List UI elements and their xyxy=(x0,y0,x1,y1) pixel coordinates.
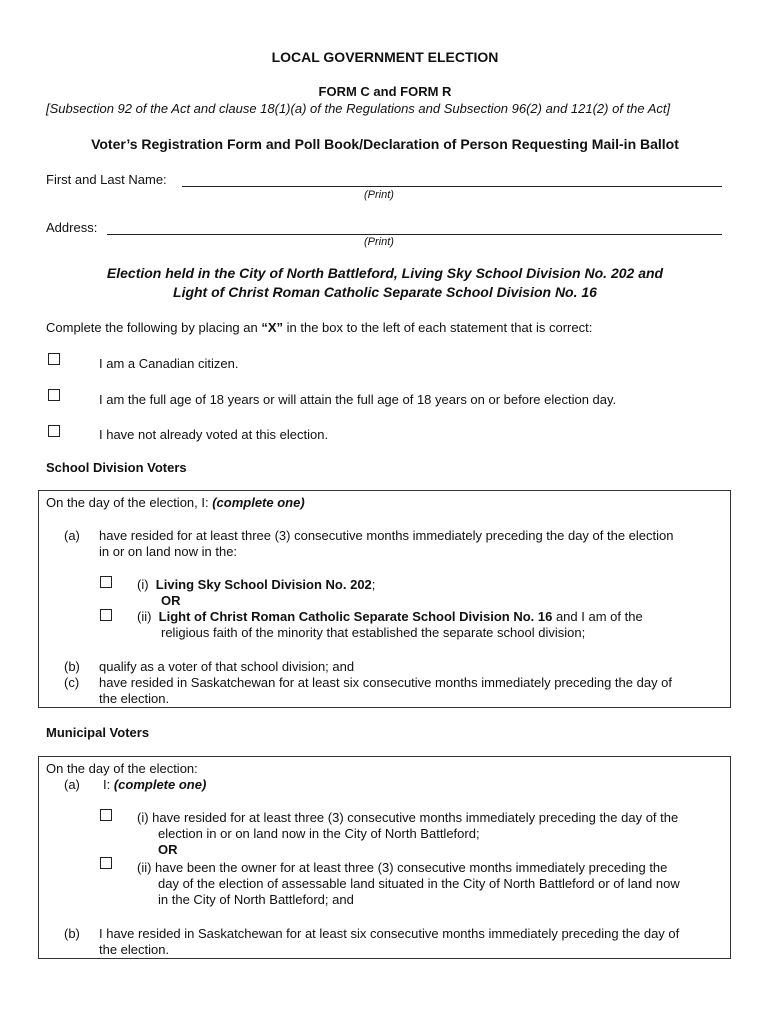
school-option-living-sky xyxy=(137,577,375,592)
municipal-option-owner-line2: day of the election of assessable land situated in the City of North Battleford or of land now xyxy=(158,876,680,891)
municipal-option-owner-line1: (ii) have been the owner for at least three (3) consecutive months immediately preceding the xyxy=(137,860,668,875)
municipal-item-a-label: (a) xyxy=(64,777,80,792)
school-intro-text: On the day of the election, I: xyxy=(46,495,213,510)
instructions-mark: “X” xyxy=(261,320,284,335)
municipal-item-b-line1: I have resided in Saskatchewan for at least six consecutive months immediately preceding the day of xyxy=(99,926,680,941)
option-light-of-christ-number: (ii) xyxy=(137,609,152,624)
address-print-hint: (Print) xyxy=(364,236,394,248)
document-title: LOCAL GOVERNMENT ELECTION xyxy=(271,49,499,65)
school-item-b-text: qualify as a voter of that school division; and xyxy=(99,659,355,674)
address-label: Address: xyxy=(46,220,98,235)
name-input-line[interactable] xyxy=(182,186,722,187)
option-living-sky-number: (i) xyxy=(137,577,149,592)
school-or-separator: OR xyxy=(161,593,181,608)
election-heading-line2: Light of Christ Roman Catholic Separate School Division No. 16 xyxy=(173,284,597,300)
statement-not-voted: I have not already voted at this election. xyxy=(99,427,329,442)
not-voted-checkbox[interactable] xyxy=(48,425,60,437)
municipal-heading: Municipal Voters xyxy=(46,725,150,740)
instructions-before: Complete the following by placing an xyxy=(46,320,262,335)
municipal-item-b-label: (b) xyxy=(64,926,80,941)
living-sky-checkbox[interactable] xyxy=(100,576,112,588)
statement-citizen: I am a Canadian citizen. xyxy=(99,356,239,371)
school-item-a-line2: in or on land now in the: xyxy=(99,544,238,559)
address-input-line[interactable] xyxy=(107,234,722,235)
municipal-option-resided-line2: election in or on land now in the City of North Battleford; xyxy=(158,826,480,841)
school-option-light-of-christ xyxy=(137,609,643,624)
municipal-item-a-text xyxy=(103,777,206,792)
municipal-option-owner-line3: in the City of North Battleford; and xyxy=(158,892,354,907)
instructions-after: in the box to the left of each statement that is correct: xyxy=(283,320,593,335)
school-item-b-label: (b) xyxy=(64,659,80,674)
citizen-checkbox[interactable] xyxy=(48,353,60,365)
instructions xyxy=(46,320,592,335)
school-intro-emphasis: (complete one) xyxy=(212,495,305,510)
municipal-intro: On the day of the election: xyxy=(46,761,198,776)
statement-age: I am the full age of 18 years or will attain the full age of 18 years on or before election day. xyxy=(99,392,617,407)
school-item-c-label: (c) xyxy=(64,675,80,690)
municipal-item-b-line2: the election. xyxy=(99,942,170,957)
municipal-resided-checkbox[interactable] xyxy=(100,809,112,821)
light-of-christ-checkbox[interactable] xyxy=(100,609,112,621)
municipal-owner-checkbox[interactable] xyxy=(100,857,112,869)
municipal-item-a-emphasis: (complete one) xyxy=(113,777,207,792)
municipal-or-separator: OR xyxy=(158,842,178,857)
school-item-c-line1: have resided in Saskatchewan for at least six consecutive months immediately preceding the day of xyxy=(99,675,673,690)
age-checkbox[interactable] xyxy=(48,389,60,401)
municipal-option-resided-line1: (i) have resided for at least three (3) consecutive months immediately preceding the day of the xyxy=(137,810,679,825)
form-subtitle: Voter’s Registration Form and Poll Book/Declaration of Person Requesting Mail-in Ballot xyxy=(91,136,679,152)
name-print-hint: (Print) xyxy=(364,189,394,201)
school-intro xyxy=(46,495,305,510)
subsection-reference: [Subsection 92 of the Act and clause 18(1)(a) of the Regulations and Subsection 96(2) and 121(2) of the Act] xyxy=(46,101,671,116)
option-light-of-christ-tail: and I am of the xyxy=(552,609,643,624)
option-living-sky-name: Living Sky School Division No. 202 xyxy=(155,577,372,592)
school-option-light-of-christ-line2: religious faith of the minority that established the separate school division; xyxy=(161,625,586,640)
election-heading-line1: Election held in the City of North Battleford, Living Sky School Division No. 202 and xyxy=(106,265,664,281)
municipal-item-a-plain: I: xyxy=(103,777,114,792)
option-light-of-christ-name: Light of Christ Roman Catholic Separate School Division No. 16 xyxy=(158,609,553,624)
form-title: FORM C and FORM R xyxy=(318,84,452,99)
school-item-c-line2: the election. xyxy=(99,691,170,706)
school-division-heading: School Division Voters xyxy=(46,460,187,475)
option-living-sky-tail: ; xyxy=(371,577,376,592)
name-label: First and Last Name: xyxy=(46,172,167,187)
school-item-a-label: (a) xyxy=(64,528,80,543)
school-item-a-line1: have resided for at least three (3) consecutive months immediately preceding the day of the election xyxy=(99,528,674,543)
